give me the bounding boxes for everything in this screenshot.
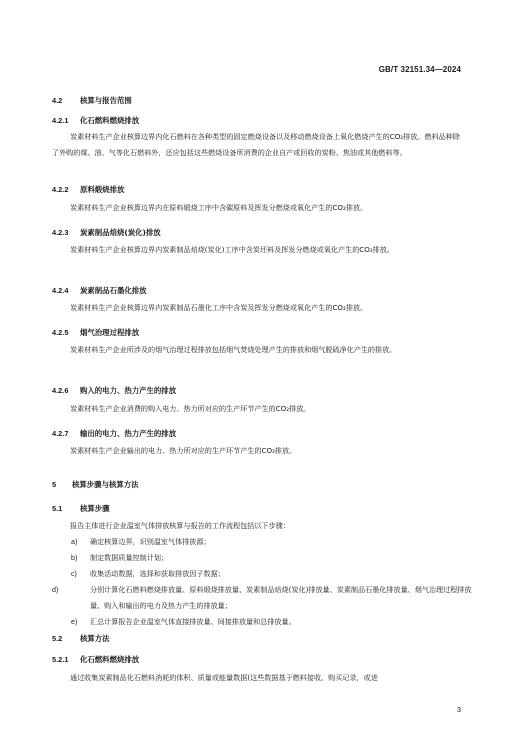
- heading-number: 4.2.2: [52, 185, 69, 194]
- heading-number: 5.1: [52, 504, 63, 513]
- heading-title: 炭素制品焙烧(炭化)排放: [80, 228, 161, 237]
- heading-4-2-6: [52, 385, 176, 396]
- heading-title: 核算步骤: [80, 504, 110, 513]
- list-item: [71, 614, 461, 630]
- heading-title: 烟气治理过程排放: [80, 328, 140, 337]
- heading-title: 核算方法: [80, 634, 110, 643]
- list-text: 制定数据质量控制计划；: [90, 553, 169, 562]
- heading-number: 4.2.7: [52, 429, 69, 438]
- list-item: [71, 534, 461, 550]
- heading-title: 核算与报告范围: [80, 96, 132, 105]
- heading-4-2-5: [52, 327, 139, 338]
- paragraph-5-2-1: 通过收集炭素制品化石燃料消耗的体积、质量或能量数据(这些数据基于燃料接收、购买记录，或进: [70, 673, 378, 682]
- list-marker: a): [71, 538, 78, 546]
- list-text: 汇总计算报告企业温室气体直接排放量、间接排放量和总排放量。: [90, 617, 296, 626]
- heading-5-2: [52, 633, 110, 644]
- standard-code: GB/T 32151.34—2024: [378, 65, 461, 74]
- paragraph-4-2-4: 炭素材料生产企业核算边界内炭素制品石墨化工序中含炭及挥发分燃烧或氧化产生的CO₂排放。: [70, 303, 368, 312]
- heading-title: 核算步骤与核算方法: [72, 480, 139, 489]
- list-item: [71, 550, 461, 566]
- heading-4-2: [52, 95, 132, 106]
- heading-4-2-2: [52, 184, 124, 195]
- heading-title: 输出的电力、热力产生的排放: [80, 429, 177, 438]
- heading-number: 5.2.1: [52, 655, 69, 664]
- heading-4-2-1: [52, 115, 139, 126]
- list-marker: e): [71, 618, 78, 626]
- heading-4-2-3: [52, 227, 161, 238]
- heading-5: [52, 479, 139, 490]
- paragraph-4-2-2: 炭素材料生产企业核算边界内在原料煅烧工序中含碳原料及挥发分燃烧或氧化产生的CO₂排放。: [70, 203, 368, 212]
- paragraph-4-2-3: 炭素材料生产企业核算边界内炭素制品焙烧(炭化)工序中含炭坯料及挥发分燃烧或氧化产生的CO₂排放。: [70, 245, 394, 254]
- heading-title: 购入的电力、热力产生的排放: [80, 386, 177, 395]
- heading-number: 4.2.6: [52, 386, 69, 395]
- list-text: 分别计算化石燃料燃烧排放量、原料煅烧排放量、炭素制品焙烧(炭化)排放量、炭素制品石墨化排放量、烟气治理过程排放量、购入和输出的电力及热力产生的排放量；: [90, 585, 472, 610]
- list-text: 收集活动数据，选择和获取排放因子数据；: [90, 569, 225, 578]
- heading-number: 5.2: [52, 634, 63, 643]
- heading-5-1: [52, 503, 110, 514]
- heading-number: 5: [52, 480, 57, 489]
- page-number: 3: [456, 705, 461, 714]
- heading-title: 化石燃料燃烧排放: [80, 116, 140, 125]
- heading-title: 原料煅烧排放: [80, 185, 125, 194]
- heading-number: 4.2.4: [52, 286, 69, 295]
- heading-4-2-4: [52, 285, 147, 296]
- heading-title: 化石燃料燃烧排放: [80, 655, 140, 664]
- paragraph-4-2-5: 炭素材料生产企业所涉及的烟气治理过程排放包括烟气焚烧处理产生的排放和烟气脱硫净化产生的排放。: [70, 345, 397, 354]
- heading-title: 炭素制品石墨化排放: [80, 286, 147, 295]
- heading-4-2-7: [52, 428, 176, 439]
- paragraph-5-1-intro: 报告主体进行企业温室气体排放核算与报告的工作流程包括以下步骤：: [70, 521, 290, 530]
- heading-number: 4.2: [52, 96, 63, 105]
- heading-number: 4.2.5: [52, 328, 69, 337]
- paragraph-4-2-1: 炭素材料生产企业核算边界内化石燃料在各种类型的固定燃烧设备以及移动燃烧设备上氧化燃烧产生的CO₂排放。燃料品种除了外购的煤、油、气等化石燃料外，还应包括这些燃烧设备所消费的企业自产或回收的炭粉、焦油或其他燃料等。: [52, 132, 460, 157]
- paragraph-4-2-6: 炭素材料生产企业消费的购入电力、热力所对应的生产环节产生的CO₂排放。: [70, 404, 311, 413]
- heading-number: 4.2.3: [52, 228, 69, 237]
- list-item: [71, 566, 461, 582]
- paragraph-4-2-7: 炭素材料生产企业输出的电力、热力所对应的生产环节产生的CO₂排放。: [70, 446, 297, 455]
- list-marker: d): [52, 586, 59, 594]
- heading-number: 4.2.1: [52, 116, 69, 125]
- list-marker: c): [71, 570, 77, 578]
- heading-5-2-1: [52, 654, 139, 665]
- list-item: [52, 582, 480, 614]
- list-text: 确定核算边界，识别温室气体排放源；: [90, 537, 211, 546]
- list-marker: b): [71, 554, 78, 562]
